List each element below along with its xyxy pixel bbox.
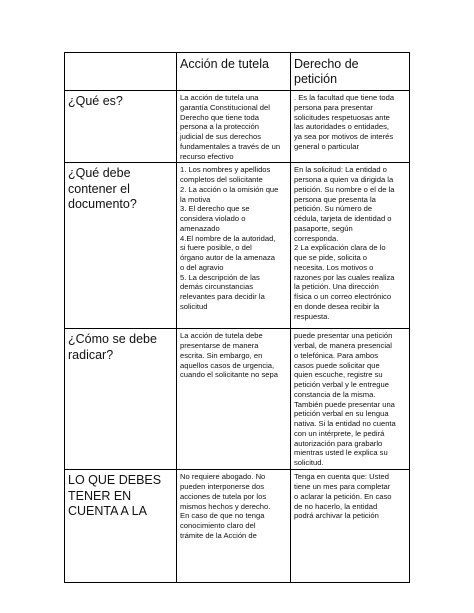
table-row xyxy=(65,329,410,470)
table-header-row xyxy=(65,53,410,91)
peticion-cuenta-cell: Tenga en cuenta que: Usted tiene un mes para completar o aclarar la petición. En caso de no hacerlo, la entidad podrá archivar la petición xyxy=(291,470,410,583)
tutela-que-es-cell: La acción de tutela una garantía Constitucional del Derecho que tiene toda persona a la protección judicial de sus derechos fundamentales a través de un recurso efectivo xyxy=(177,91,291,163)
row-label-como-radicar: ¿Cómo se debe radicar? xyxy=(65,329,177,470)
peticion-que-es-cell: . Es la facultad que tiene toda persona para presentar solicitudes respetuosas ante las autoridades o entidades, ya sea por motivos de interés general o particular xyxy=(291,91,410,163)
table-row xyxy=(65,91,410,163)
tutela-contenido-cell: 1. Los nombres y apellidos completos del solicitante 2. La acción o la omisión que la motiva 3. El derecho que se considera violado o amenazado 4.El nombre de la autoridad, si fuere posible, o del órgano autor de la amenaza o del agravio 5. La descripción de las demás circunstancias relevantes para decidir la solicitud xyxy=(177,163,291,329)
row-label-que-debe-contener: ¿Qué debe contener el documento? xyxy=(65,163,177,329)
comparison-table xyxy=(64,52,410,583)
peticion-contenido-cell: En la solicitud: La entidad o persona a quien va dirigida la petición. Su nombre o el de la persona que presenta la petición. Su número de cédula, tarjeta de identidad o pasaporte, según corresponda. 2 La explicación clara de lo que se pide, solicita o necesita. Los motivos o razones por las cuales realiza la petición. Una dirección física o un correo electrónico en donde desea recibir la respuesta. xyxy=(291,163,410,329)
header-accion-de-tutela: Acción de tutela xyxy=(177,53,291,91)
header-empty-cell xyxy=(65,53,177,91)
header-derecho-de-peticion: Derecho de petición xyxy=(291,53,410,91)
row-label-lo-que-debes-tener-en-cuenta: LO QUE DEBES TENER EN CUENTA A LA xyxy=(65,470,177,583)
tutela-cuenta-cell: No requiere abogado. No pueden interponerse dos acciones de tutela por los mismos hechos y derecho. En caso de que no tenga conocimiento claro del trámite de la Acción de xyxy=(177,470,291,583)
row-label-que-es: ¿Qué es? xyxy=(65,91,177,163)
table-row xyxy=(65,470,410,583)
table-row xyxy=(65,163,410,329)
peticion-radicar-cell: puede presentar una petición verbal, de manera presencial o telefónica. Para ambos casos puede solicitar que quien escuche, registre su petición verbal y le entregue constancia de la misma. También puede presentar una petición verbal en su lengua nativa. Si la entidad no cuenta con un intérprete, le pedirá autorización para grabarlo mientras usted le explica su solicitud. xyxy=(291,329,410,470)
tutela-radicar-cell: La acción de tutela debe presentarse de manera escrita. Sin embargo, en aquellos casos de urgencia, cuando el solicitante no sepa xyxy=(177,329,291,470)
